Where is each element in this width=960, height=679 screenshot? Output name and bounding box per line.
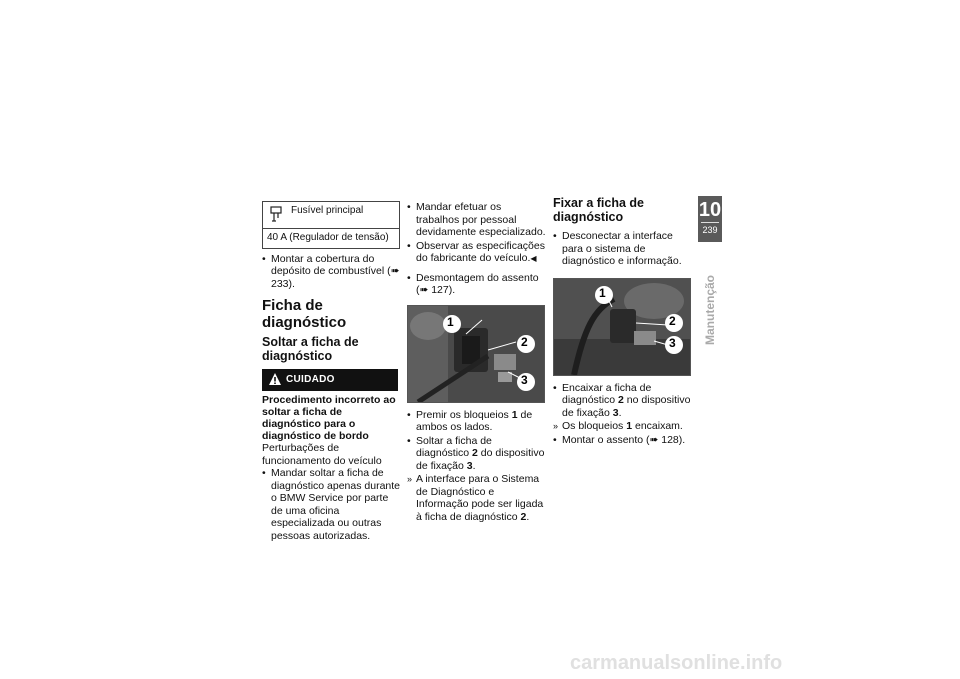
list-item: • Soltar a ficha de diagnóstico 2 do dispositivo de fixação 3. [407, 435, 547, 473]
photo-diagnostic-plug-attach [553, 278, 691, 376]
warning-title: Procedimento incorreto ao soltar a ficha de diagnóstico para o diagnóstico de bordo [262, 394, 396, 442]
warning-banner [262, 369, 398, 391]
end-marker-icon: ◀ [530, 254, 537, 263]
section-title: Ficha de diagnóstico [262, 297, 347, 331]
list-item: • Desmontagem do assento (➠ 127). [407, 272, 547, 297]
chapter-number: 10 [698, 199, 722, 221]
list-item: • Encaixar a ficha de diagnóstico 2 no dispositivo de fixação 3. [553, 382, 693, 420]
warning-text: Perturbações de funcionamento do veículo [262, 442, 382, 467]
list-item: • Mandar soltar a ficha de diagnóstico apenas durante o BMW Service por parte de uma oficina especializada ou outras pessoas autorizadas. [262, 467, 402, 542]
subsection-title: Fixar a ficha de diagnóstico [553, 196, 645, 224]
list-item: • Montar a cobertura do depósito de combustível (➠ 233). [262, 253, 402, 291]
fuse-table [262, 201, 400, 249]
list-item: • Mandar efetuar os trabalhos por pessoal devidamente especializado. [407, 201, 547, 239]
result-item: » Os bloqueios 1 encaixam. [553, 420, 693, 433]
column-1 [262, 201, 402, 543]
photo-label-1: 1 [599, 285, 606, 300]
fuse-icon [269, 206, 283, 224]
photo-label-1: 1 [447, 314, 454, 329]
photo-diagnostic-plug-release [407, 305, 545, 403]
photo-label-2: 2 [521, 334, 528, 349]
chapter-tab [698, 196, 722, 242]
photo-label-3: 3 [521, 372, 528, 387]
list-item: • Desconectar a interface para o sistema de diagnóstico e informação. [553, 230, 693, 268]
warning-icon [268, 372, 282, 386]
photo-label-3: 3 [669, 335, 676, 350]
list-item: • Observar as especificações do fabricante do veículo.◀ [407, 240, 547, 266]
list-item: • Montar o assento (➠ 128). [553, 434, 693, 447]
fuse-label: Fusível principal [291, 205, 364, 216]
result-item: » A interface para o Sistema de Diagnóstico e Informação pode ser ligada à ficha de diagnóstico 2. [407, 473, 547, 523]
column-2 [407, 201, 547, 524]
warning-label: CUIDADO [286, 374, 335, 385]
column-3 [553, 196, 693, 447]
section-side-label: Manutenção [703, 274, 717, 346]
subsection-title: Soltar a ficha de diagnóstico [262, 335, 359, 363]
fuse-value: 40 A (Regulador de tensão) [267, 232, 389, 243]
page-number: 239 [702, 225, 718, 235]
watermark: carmanualsonline.info [570, 652, 783, 674]
list-item: • Premir os bloqueios 1 de ambos os lados. [407, 409, 547, 434]
photo-label-2: 2 [669, 313, 676, 328]
